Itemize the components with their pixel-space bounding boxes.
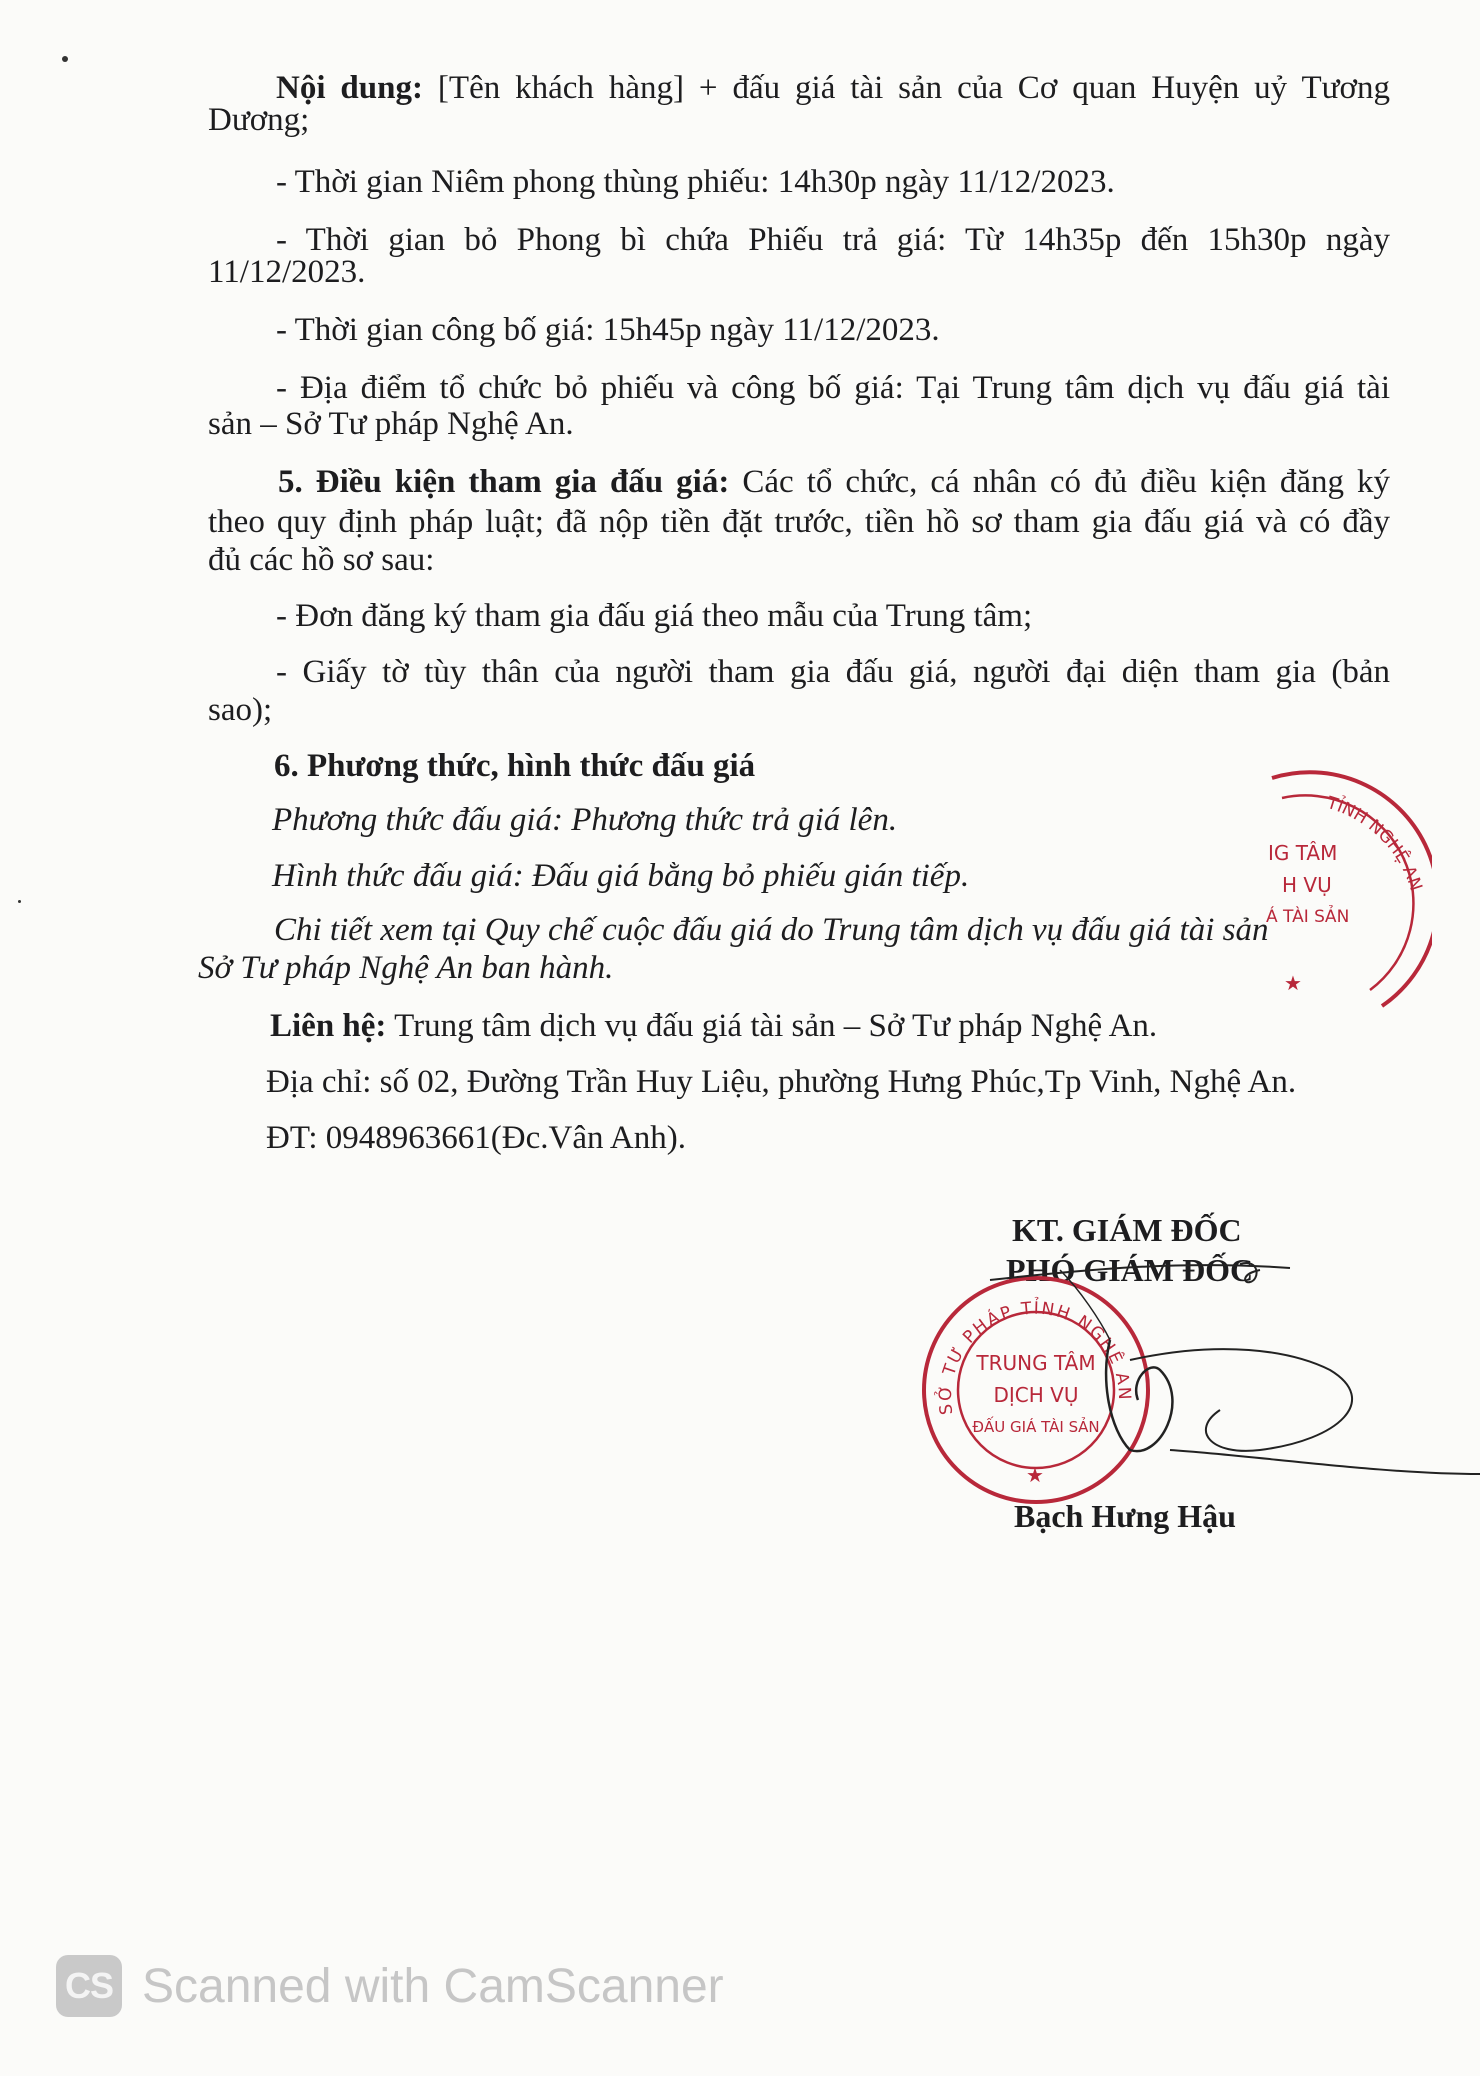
content-label: Nội dung: [276,70,423,106]
main-stamp-line-2: DỊCH VỤ [993,1383,1079,1407]
seal-time: - Thời gian Niêm phong thùng phiếu: 14h30p ngày 11/12/2023. [276,164,1115,200]
main-stamp-line-3: ĐẤU GIÁ TÀI SẢN [972,1418,1100,1436]
detail-line-1: Chi tiết xem tại Quy chế cuộc đấu giá do Trung tâm dịch vụ đấu giá tài sản [274,912,1269,948]
camscanner-logo-icon: CS [56,1955,122,2017]
scan-speck [62,56,68,62]
condition-label: 5. Điều kiện tham gia đấu giá: [278,464,730,500]
method-heading: 6. Phương thức, hình thức đấu giá [274,748,756,784]
scan-speck [18,900,21,903]
condition-line-2: theo quy định pháp luật; đã nộp tiền đặt trước, tiền hồ sơ tham gia đấu giá và có đầy [208,504,1390,540]
content-cont: Dương; [208,102,310,138]
partial-stamp-star: ★ [1284,971,1302,995]
signature-title-2: PHÓ GIÁM ĐỐC [1006,1252,1254,1288]
content-line [276,68,1390,108]
requirement-2-line-2: sao); [208,692,273,728]
main-stamp-star: ★ [1026,1463,1044,1487]
announce-time: - Thời gian công bố giá: 15h45p ngày 11/12/2023. [276,312,940,348]
contact-text: Trung tâm dịch vụ đấu giá tài sản – Sở Tư pháp Nghệ An. [394,1008,1158,1044]
location-line-2: sản – Sở Tư pháp Nghệ An. [208,406,574,442]
camscanner-text: Scanned with CamScanner [142,1959,724,2013]
partial-stamp-line-2: H VỤ [1282,873,1332,897]
envelope-time-line-2: 11/12/2023. [208,254,366,290]
signature-title-1: KT. GIÁM ĐỐC [1012,1212,1242,1248]
contact-line [270,1006,1157,1046]
method-text: Phương thức đấu giá: Phương thức trả giá lên. [272,802,898,838]
condition-text: Các tổ chức, cá nhân có đủ điều kiện đăng ký [742,464,1390,500]
form-text: Hình thức đấu giá: Đấu giá bằng bỏ phiếu gián tiếp. [272,858,970,894]
partial-stamp-line-3: Á TÀI SẢN [1266,907,1350,927]
partial-stamp-line-1: IG TÂM [1268,841,1338,865]
main-stamp-ring-text: SỞ TƯ PHÁP TỈNH NGHỆ AN [935,1298,1135,1416]
detail-line-2: Sở Tư pháp Nghệ An ban hành. [198,950,614,986]
condition-line-1 [278,462,1390,502]
contact-label: Liên hệ: [270,1008,387,1044]
signer-name: Bạch Hưng Hậu [1014,1498,1236,1534]
svg-text:TỈNH NGHỆ AN [1324,793,1426,894]
address-line: Địa chỉ: số 02, Đường Trần Huy Liệu, phường Hưng Phúc,Tp Vinh, Nghệ An. [266,1064,1297,1100]
requirement-2-line-1: - Giấy tờ tùy thân của người tham gia đấu giá, người đại diện tham gia (bản [276,654,1390,690]
partial-stamp-ring-text: TỈNH NGHỆ AN [1324,793,1426,894]
camscanner-watermark [56,1955,724,2017]
main-stamp-line-1: TRUNG TÂM [976,1351,1096,1375]
handwritten-signature [960,1260,1480,1480]
requirement-1: - Đơn đăng ký tham gia đấu giá theo mẫu của Trung tâm; [276,598,1033,634]
envelope-time-line-1: - Thời gian bỏ Phong bì chứa Phiếu trả giá: Từ 14h35p đến 15h30p ngày [276,222,1390,258]
phone-line: ĐT: 0948963661(Đc.Vân Anh). [266,1120,686,1156]
condition-line-3: đủ các hồ sơ sau: [208,542,435,578]
partial-red-stamp [1262,770,1432,1010]
content-text: [Tên khách hàng] + đấu giá tài sản của Cơ quan Huyện uỷ Tương [437,70,1390,106]
location-line-1: - Địa điểm tổ chức bỏ phiếu và công bố giá: Tại Trung tâm dịch vụ đấu giá tài [276,370,1390,406]
